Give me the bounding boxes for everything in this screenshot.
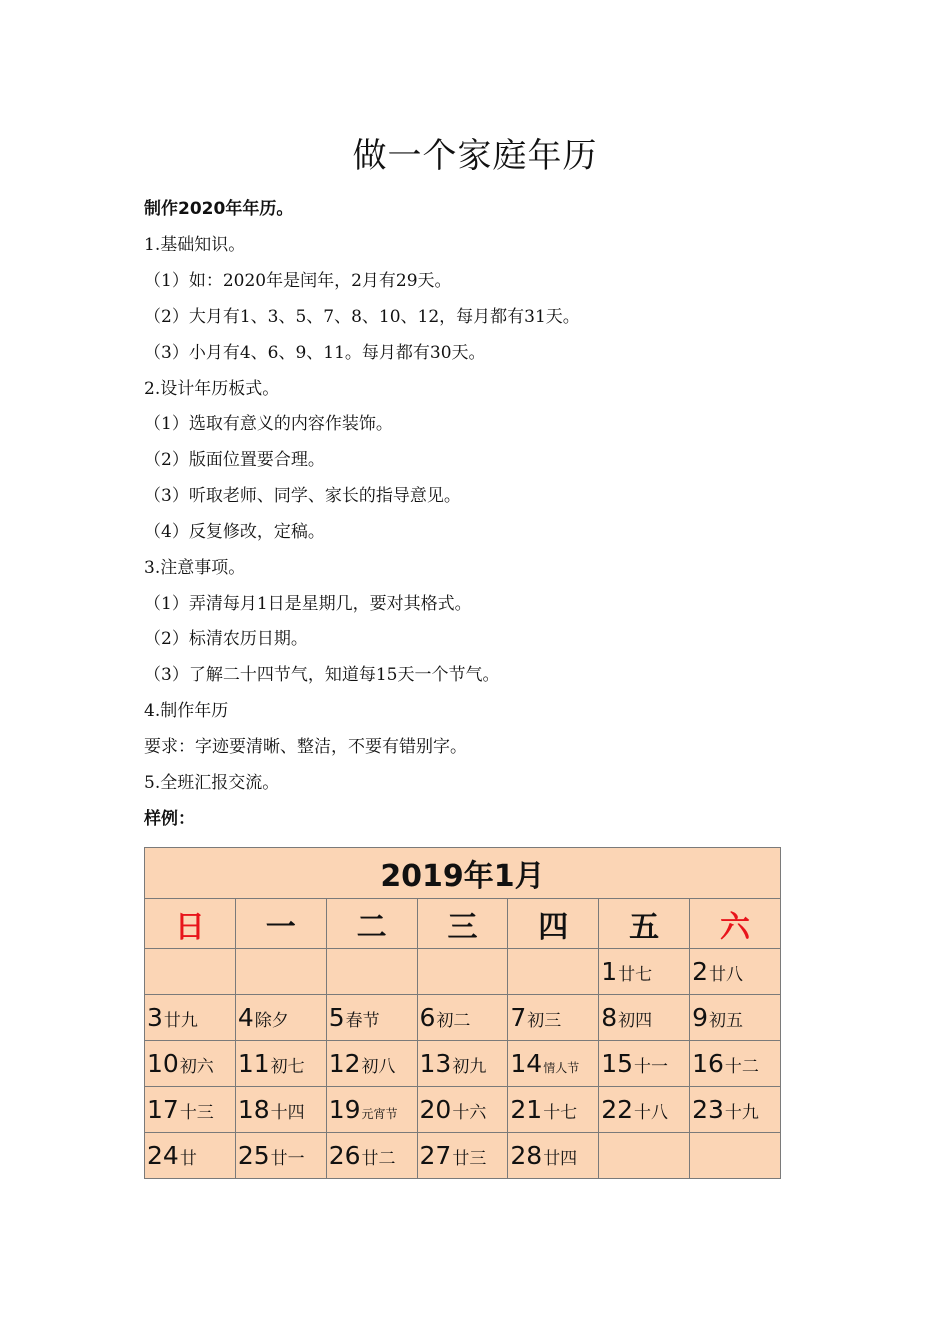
day-number: 18 (237, 1095, 270, 1124)
lunar-date: 廿七 (618, 965, 653, 985)
lunar-date: 春节 (345, 1011, 380, 1031)
calendar-day-cell (508, 995, 599, 1041)
calendar-day-cell (508, 949, 599, 995)
day-number: 5 (328, 1003, 345, 1032)
weekday-header: 五 (599, 899, 690, 949)
lunar-date: 十二 (724, 1057, 759, 1077)
day-number: 23 (692, 1095, 724, 1124)
lunar-date: 廿三 (452, 1149, 487, 1169)
lunar-date: 初三 (527, 1011, 562, 1031)
text-line: （3）听取老师、同学、家长的指导意见。 (144, 486, 461, 506)
day-number: 6 (419, 1003, 436, 1032)
day-number: 3 (147, 1003, 163, 1032)
text-line: （2）标清农历日期。 (144, 629, 308, 649)
lunar-date: 情人节 (543, 1061, 580, 1075)
calendar-day-cell (508, 1087, 599, 1133)
lunar-date: 廿一 (270, 1149, 305, 1169)
day-number: 12 (328, 1049, 361, 1078)
calendar-day-cell (417, 1041, 508, 1087)
lunar-date: 初四 (618, 1011, 653, 1031)
day-number: 10 (147, 1049, 179, 1078)
text-line: （3）小月有4、6、9、11。每月都有30天。 (144, 343, 486, 363)
lunar-date: 十四 (270, 1103, 305, 1123)
calendar-day-cell (145, 1133, 236, 1179)
day-number: 27 (419, 1141, 452, 1170)
calendar-month-title: 2019年1月 (145, 848, 781, 899)
day-number: 20 (419, 1095, 452, 1124)
text-line: （2）大月有1、3、5、7、8、10、12，每月都有31天。 (144, 307, 580, 327)
calendar-day-cell (417, 995, 508, 1041)
day-number: 19 (328, 1095, 361, 1124)
calendar-table (144, 847, 781, 1179)
calendar-day-cell (599, 949, 690, 995)
day-number: 1 (601, 957, 618, 986)
lunar-date: 初七 (270, 1057, 305, 1077)
text-line: （1）弄清每月1日是星期几，要对其格式。 (144, 594, 472, 614)
text-line: 要求：字迹要清晰、整洁，不要有错别字。 (144, 737, 467, 757)
text-line: 2.设计年历板式。 (144, 379, 280, 399)
text-line: （2）版面位置要合理。 (144, 450, 325, 470)
day-number: 13 (419, 1049, 452, 1078)
day-number: 14 (510, 1049, 543, 1078)
calendar-week-row (145, 995, 781, 1041)
text-line: （1）如：2020年是闰年，2月有29天。 (144, 271, 452, 291)
text-line: 4.制作年历 (144, 701, 229, 721)
calendar-day-cell (417, 949, 508, 995)
lunar-date: 除夕 (254, 1011, 289, 1031)
calendar-day-cell (235, 1133, 326, 1179)
calendar-day-cell (599, 1041, 690, 1087)
calendar-day-cell (690, 1041, 781, 1087)
weekday-header: 六 (690, 899, 781, 949)
calendar-day-cell (508, 1041, 599, 1087)
lunar-date: 十六 (452, 1103, 487, 1123)
day-number: 25 (237, 1141, 270, 1170)
text-line: 3.注意事项。 (144, 558, 246, 578)
calendar-day-cell (326, 1041, 417, 1087)
lunar-date: 初二 (436, 1011, 471, 1031)
weekday-header: 日 (145, 899, 236, 949)
day-number: 11 (237, 1049, 270, 1078)
text-line: （4）反复修改，定稿。 (144, 522, 325, 542)
lunar-date: 初六 (179, 1057, 214, 1077)
calendar-day-cell (417, 1087, 508, 1133)
weekday-header: 三 (417, 899, 508, 949)
lunar-date: 廿九 (163, 1011, 198, 1031)
text-line: （3）了解二十四节气，知道每15天一个节气。 (144, 665, 500, 685)
calendar-day-cell (145, 995, 236, 1041)
lunar-date: 十七 (543, 1103, 578, 1123)
lunar-date: 初九 (452, 1057, 487, 1077)
calendar-day-cell (690, 1133, 781, 1179)
lunar-date: 廿 (179, 1149, 197, 1169)
calendar-day-cell (599, 1133, 690, 1179)
day-number: 24 (147, 1141, 179, 1170)
lunar-date: 十八 (634, 1103, 669, 1123)
calendar-day-cell (417, 1133, 508, 1179)
day-number: 28 (510, 1141, 543, 1170)
text-line: 1.基础知识。 (144, 235, 246, 255)
calendar-day-cell (145, 1087, 236, 1133)
weekday-header: 四 (508, 899, 599, 949)
calendar-day-cell (235, 949, 326, 995)
lunar-date: 廿四 (543, 1149, 578, 1169)
day-number: 4 (237, 1003, 254, 1032)
calendar-day-cell (690, 1087, 781, 1133)
calendar-week-row (145, 949, 781, 995)
lunar-date: 初八 (361, 1057, 396, 1077)
lunar-date: 十九 (724, 1103, 759, 1123)
calendar-day-cell (145, 1041, 236, 1087)
lunar-date: 廿二 (361, 1149, 396, 1169)
calendar-day-cell (599, 1087, 690, 1133)
calendar-week-row (145, 1133, 781, 1179)
text-line: 5.全班汇报交流。 (144, 773, 280, 793)
day-number: 26 (328, 1141, 361, 1170)
day-number: 16 (692, 1049, 724, 1078)
day-number: 2 (692, 957, 708, 986)
calendar-week-row (145, 1087, 781, 1133)
calendar-week-row (145, 1041, 781, 1087)
calendar-day-cell (690, 949, 781, 995)
lunar-date: 元宵节 (361, 1107, 398, 1121)
calendar-day-cell (145, 949, 236, 995)
weekday-header: 一 (235, 899, 326, 949)
lunar-date: 十一 (634, 1057, 669, 1077)
calendar-day-cell (690, 995, 781, 1041)
calendar-day-cell (508, 1133, 599, 1179)
day-number: 15 (601, 1049, 634, 1078)
day-number: 21 (510, 1095, 543, 1124)
page-title: 做一个家庭年历 (352, 136, 598, 176)
lunar-date: 十三 (179, 1103, 214, 1123)
calendar-day-cell (326, 995, 417, 1041)
section-heading: 制作2020年年历。 (144, 199, 294, 219)
calendar-day-cell (235, 1041, 326, 1087)
calendar-day-cell (235, 1087, 326, 1133)
calendar-day-cell (599, 995, 690, 1041)
calendar-day-cell (326, 949, 417, 995)
day-number: 17 (147, 1095, 179, 1124)
calendar-day-cell (326, 1133, 417, 1179)
weekday-header: 二 (326, 899, 417, 949)
day-number: 8 (601, 1003, 618, 1032)
calendar-day-cell (235, 995, 326, 1041)
day-number: 7 (510, 1003, 527, 1032)
text-line: （1）选取有意义的内容作装饰。 (144, 414, 393, 434)
lunar-date: 初五 (708, 1011, 743, 1031)
lunar-date: 廿八 (708, 965, 743, 985)
weekday-row (145, 899, 781, 949)
example-label: 样例： (144, 809, 195, 829)
day-number: 9 (692, 1003, 708, 1032)
calendar-day-cell (326, 1087, 417, 1133)
day-number: 22 (601, 1095, 634, 1124)
